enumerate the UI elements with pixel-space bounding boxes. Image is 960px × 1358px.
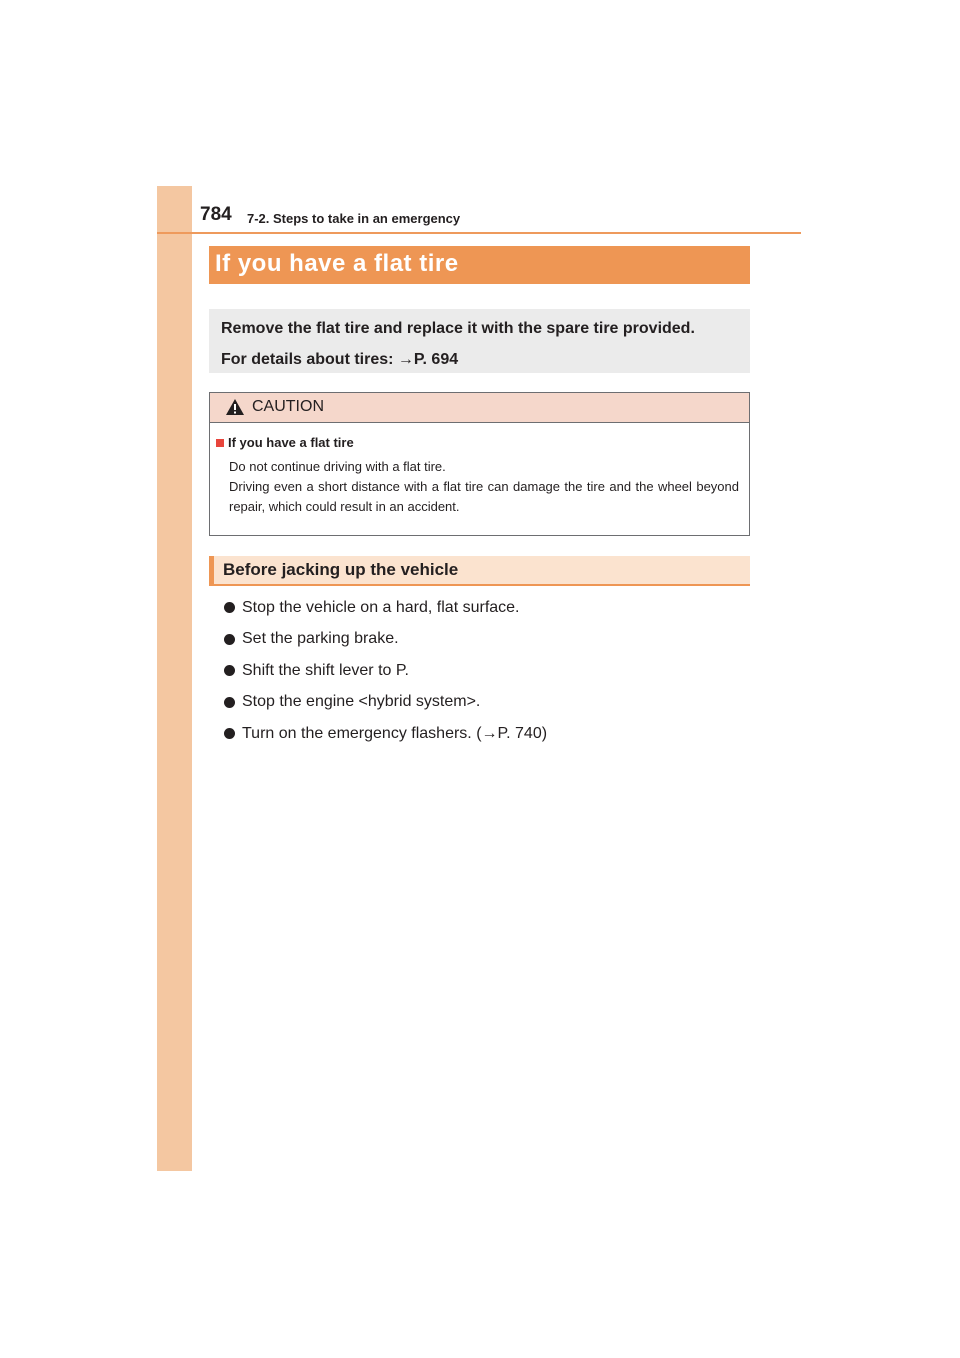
step-text: Stop the vehicle on a hard, flat surface. bbox=[242, 598, 520, 616]
step-text: Turn on the emergency flashers. (→P. 740) bbox=[242, 724, 548, 742]
caution-text-line-2: Driving even a short distance with a flat tire can damage the tire and the wheel beyond repair, which could result in an accident. bbox=[229, 479, 739, 514]
step-text: Set the parking brake. bbox=[242, 630, 399, 648]
caution-subheading-text: If you have a flat tire bbox=[228, 435, 354, 450]
bullet-dot-icon bbox=[224, 697, 235, 708]
caution-header bbox=[210, 393, 749, 423]
bullet-dot-icon bbox=[224, 728, 235, 739]
steps-list bbox=[224, 592, 547, 750]
intro-line-1: Remove the flat tire and replace it with the spare tire provided. bbox=[221, 320, 695, 337]
caution-body bbox=[210, 423, 749, 517]
list-item bbox=[224, 592, 547, 624]
list-item bbox=[224, 687, 547, 719]
section-banner bbox=[209, 246, 750, 284]
caution-text bbox=[229, 457, 739, 517]
list-item bbox=[224, 655, 547, 687]
running-header: 7-2. Steps to take in an emergency bbox=[247, 211, 461, 226]
intro-box bbox=[209, 309, 750, 373]
square-bullet-icon bbox=[216, 439, 224, 447]
step-text: Stop the engine <hybrid system>. bbox=[242, 693, 481, 711]
caution-subheading bbox=[216, 435, 739, 450]
bullet-dot-icon bbox=[224, 665, 235, 676]
caution-text-line-1: Do not continue driving with a flat tire. bbox=[229, 459, 446, 474]
bullet-dot-icon bbox=[224, 634, 235, 645]
list-item bbox=[224, 624, 547, 656]
warning-triangle-icon bbox=[225, 398, 245, 416]
intro-line-2: For details about tires: →P. 694 bbox=[221, 351, 459, 368]
subsection-banner bbox=[209, 556, 750, 586]
caution-box bbox=[209, 392, 750, 536]
bullet-dot-icon bbox=[224, 602, 235, 613]
step-text: Shift the shift lever to P. bbox=[242, 661, 409, 679]
list-item bbox=[224, 718, 547, 750]
side-strip bbox=[157, 186, 192, 1171]
section-title: If you have a flat tire bbox=[215, 250, 459, 277]
header-rule bbox=[157, 232, 801, 234]
subsection-title: Before jacking up the vehicle bbox=[223, 560, 459, 579]
caution-label: CAUTION bbox=[252, 398, 324, 415]
page-number: 784 bbox=[200, 204, 232, 225]
